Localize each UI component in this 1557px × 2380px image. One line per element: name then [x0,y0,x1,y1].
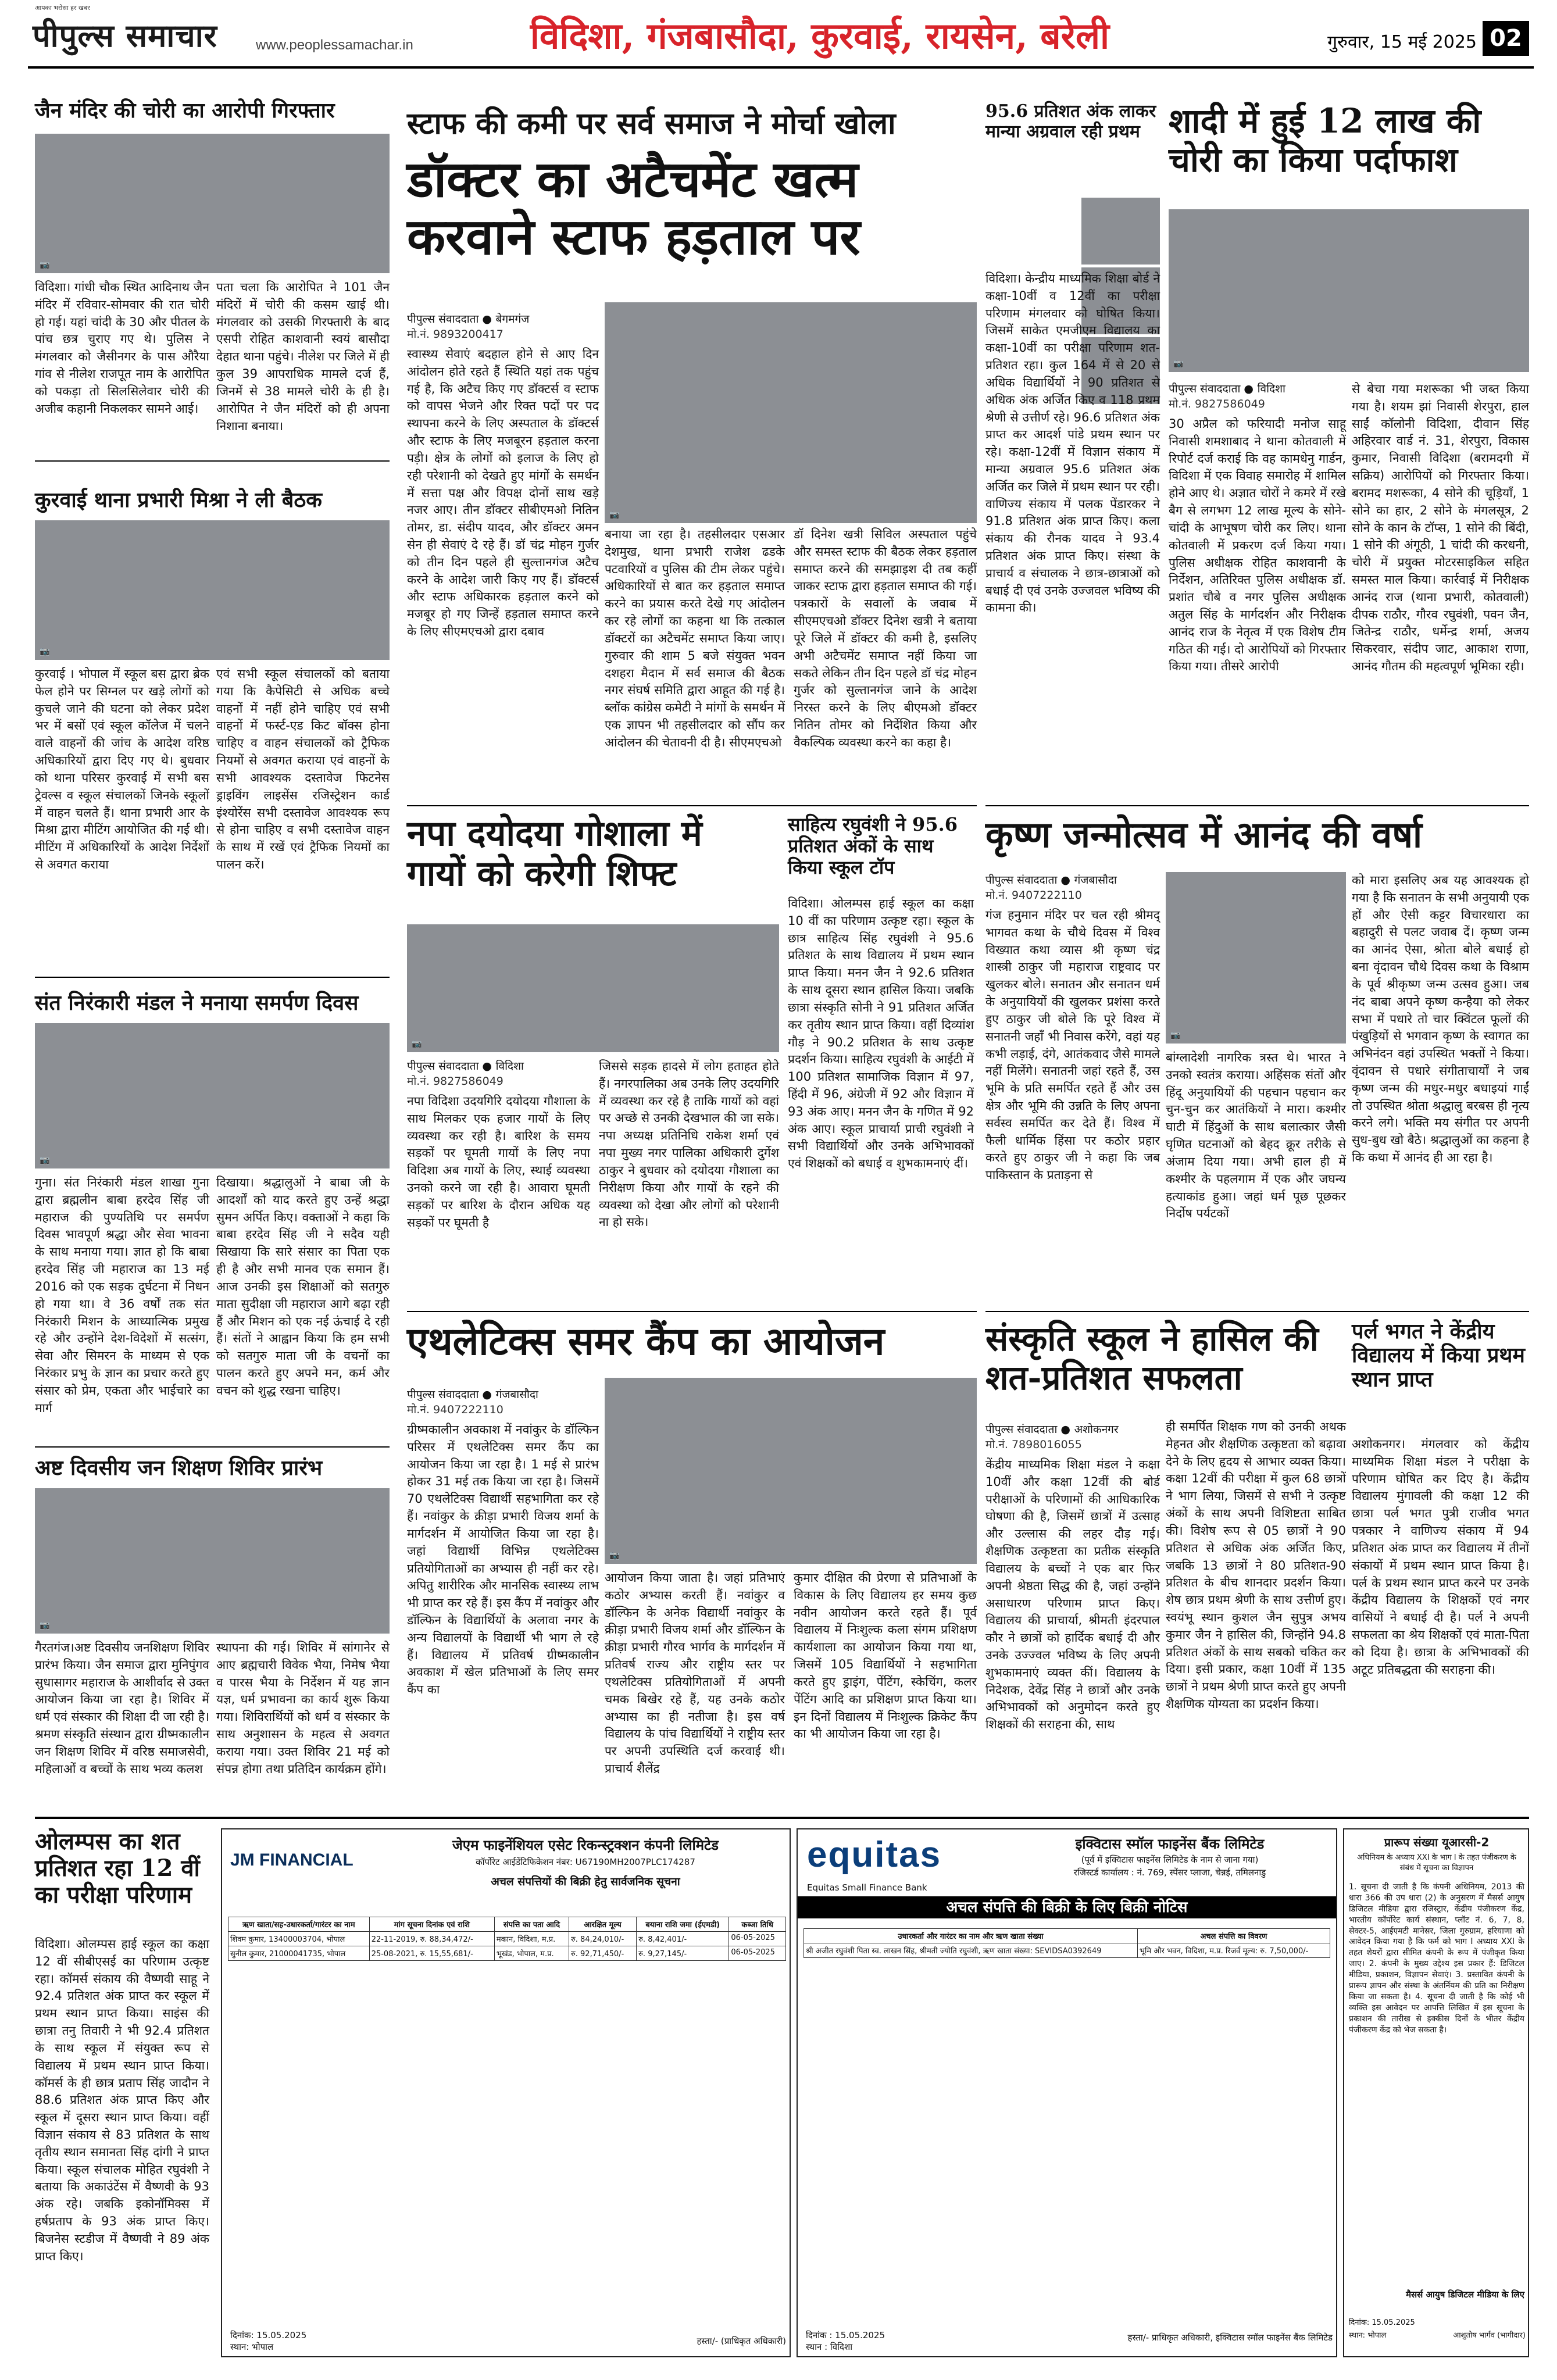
camera-icon: 📷 [40,260,50,270]
jm-table-cell: 06-05-2025 [729,1932,786,1946]
jm-cin: कॉर्पोरेट आईडेंटिफिकेशन नंबर: U67190MH2007PLC174287 [476,1857,695,1867]
urc2-partner: आशुतोष भार्गव (भागीदार) [1453,2331,1526,2340]
gaushala-byline: पीपुल्स संवाददाता ● विदिशा मो.नं. 9827586049 [407,1058,593,1088]
equitas-logo-subtitle: Equitas Small Finance Bank [807,1882,927,1893]
camera-icon: 📷 [412,1039,422,1049]
krishna-body-col3: को मारा इसलिए अब यह आवश्यक हो गया है कि सनातन के सभी अनुयायी एक हों और ऐसी कट्टर विचारधारा का बहादुरी से पलट जवाब दें। कृष्ण जन्म का आनंद ऐसा, श्रोता बोले बधाई हो बना वृंदावन चौथे दिवस कथा के विश्राम के पूर्व श्रीकृष्ण जन्म उत्सव हुआ। जब नंद बाबा अपने कृष्ण कन्हैया को लेकर सभा में पधारे तो चार क्विंटल फूलों की पंखुड़ियों से भगवान कृष्ण के स्वागत का अभिनंदन वहां उपस्थित भक्तों ने किया। वृंदावन से पधारे संगीताचार्यों ने जब कृष्ण जन्म की मधुर-मधुर बधाइयां गाईं तो उपस्थित श्रोता श्रद्धालु बरबस ही नृत्य करने लगे। भक्ति मय संगीत पर अपनी सुध-बुध खो बैठे। श्रद्धालुओं का कहना है कि कथा में आनंद ही आ रहा है। [1352,873,1530,1164]
urc2-body: 1. सूचना दी जाती है कि कंपनी अधिनियम, 2013 की धारा 366 की उप धारा (2) के अनुसरण में मैसर्स आयुष डिजिटल मीडिया द्वारा रजिस्ट्रार, केंद्रीय पंजीकरण केंद्र, भारतीय कॉर्पोरेट कार्य संस्थान, प्लॉट नं. 6, 7, 8, सेक्टर-5, आईएमटी मानेसर, जिला गुरुग्राम, हरियाणा को आवेदन किया गया है कि फर्म को भाग I अध्याय XXI के तहत शेयरों द्वारा सीमित कंपनी के रूप में पंजीकृत किया जाए। 2. कंपनी के मुख्य उद्देश्य इस प्रकार हैं: डिजिटल मीडिया, प्रकाशन, विज्ञापन सेवाएं। 3. प्रस्तावित कंपनी के प्रारूप ज्ञापन और संस्था के अंतर्नियम की प्रति का निरीक्षण किया जा सकता है। 4. सूचना दी जाती है कि कोई भी व्यक्ति इस आवेदन पर आपत्ति लिखित में इस सूचना के प्रकाशन की तारीख से इक्कीस दिनों के भीतर केंद्रीय पंजीकरण केंद्र को भेज सकता है। [1349,1882,1524,2035]
byline-mobile: मो.नं. 9827586049 [1169,398,1265,410]
jm-table-row [228,1946,786,1961]
divider [407,805,977,806]
gaushala-body-col1: नपा विदिशा उदयगिरि दयोदया गौशाला के साथ मिलकर एक हजार गायों के लिए व्यवस्था कर रही है। बारिश के समय सड़कों पर घूमती गायों के लिए नपा विदिशा अब गायों के लिए, स्थाई व्यवस्था उनको करने जा रही है। आवारा घूमती सड़कों पर बारिश के दौरान अधिक यह सड़कों पर घूमती है [407,1094,590,1230]
nirankari-headline: संत निरंकारी मंडल ने मनाया समर्पण दिवस [35,991,359,1015]
jm-auction-table [228,1917,786,1961]
jm-table-cell: रु. 84,24,010/- [569,1932,637,1946]
topper-photo-1 [1081,198,1160,265]
krishna-byline: पीपुल्स संवाददाता ● गंजबासौदा मो.नं. 9407222110 [985,872,1160,902]
divider [35,460,390,462]
divider [221,1817,1529,1819]
byline-place: गंजबासौदा [495,1388,538,1401]
theft-photo [1169,209,1529,372]
theft-body-col2: से बेचा गया मशरूका भी जब्त किया गया है। शयम झां निवासी शेरपुरा, हाल साईं कॉलोनी विदिशा, दीवान सिंह अहिरवार वार्ड नं. 31, शेरपुरा, विकास कुमार, निवासी विदिशा (बरामदगी में सक्रिय) आरोपियों को गिरफ्तार किया। बरामद मशरूका, 4 सोने की चूड़ियाँ, 1 सोने का हार, 2 सोने के मंगलसूत्र, 2 सोने के कान के टॉप्स, 1 सोने की बिंदी, 1 सोने की अंगूठी, 1 चांदी की करधनी, चोरी में प्रयुक्त मोटरसाइकिल सहित समस्त माल किया। कार्रवाई में निरीक्षक आनंद राज (थाना प्रभारी, कोतवाली) दीपक राठौर, गौरव रघुवंशी, पवन जैन, जितेन्द्र राठौर, धर्मेन्द्र शर्मा, अजय सिकरवार, संदीप जाट, आकाश राणा, आनंद गौतम की महत्वपूर्ण भूमिका रही। [1352,382,1529,673]
athletics-photo [605,1378,977,1564]
equitas-table-header-cell: उधारकर्ता और गारंटर का नाम और ऋण खाता संख्या [804,1929,1138,1943]
byline-reporter: पीपुल्स संवाददाता [407,1388,479,1401]
athletics-body-col2: आयोजन किया जाता है। जहां प्रतिभाएं कठोर अभ्यास करती हैं। नवांकुर व डॉल्फिन के अनेक विद्यार्थी नवांकुर के क्रीड़ा प्रभारी विजय शर्मा और डॉल्फिन के क्रीड़ा प्रभारी गौरव भार्गव के मार्गदर्शन में प्रतिवर्ष राज्य और राष्ट्रीय स्तर पर एथलेटिक्स प्रतियोगिताओं में अपनी चमक बिखेर रहे हैं, यह उनके कठोर अभ्यास का ही नतीजा है। इस वर्ष विद्यालय के पांच विद्यार्थियों ने राष्ट्रीय स्तर पर अपनी उपस्थिति दर्ज करवाई थी। प्राचार्य शैलेंद्र [605,1571,785,1775]
kurwai-headline: कुरवाई थाना प्रभारी मिश्रा ने ली बैठक [35,488,322,512]
theft-byline: पीपुल्स संवाददाता ● विदिशा मो.नं. 9827586049 [1169,381,1349,411]
equitas-address: रजिस्टर्ड कार्यालय : नं. 769, स्पेंसर प्लाजा, चेन्नई, तमिलनाडु [1073,1867,1266,1878]
theft-body-col1: 30 अप्रैल को फरियादी मनोज साहू निवासी शमशाबाद ने थाना कोतवाली में रिपोर्ट दर्ज कराई कि वह कामधेनु गार्डन, विदिशा में एक विवाह समारोह में शामिल होने आए थे। अज्ञात चोरों ने कमरे में रखे बैग से लगभग 12 लाख मूल्य के सोने-चांदी के आभूषण चोरी कर लिए। थाना कोतवाली में प्रकरण दर्ज किया गया। पुलिस अधीक्षक रोहित काशवानी के निर्देशन, अतिरिक्त पुलिस अधीक्षक डॉ. प्रशांत चौबे व नगर पुलिस अधीक्षक अतुल सिंह के मार्गदर्शन और निरीक्षक आनंद राज के नेतृत्व में एक विशेष टीम गठित की गई। दो आरोपियों को गिरफ्तार किया गया। तीसरे आरोपी [1169,417,1346,674]
jm-table-cell: भूखंड, भोपाल, म.प्र. [494,1946,569,1961]
equitas-table [804,1928,1330,1958]
equitas-signature: हस्ता/- प्राधिकृत अधिकारी, इक्विटास स्मॉल फाइनेंस बैंक लिमिटेड [1127,2332,1333,2343]
jm-signature: हस्ता/- (प्राधिकृत अधिकारी) [697,2336,786,2346]
olympus-body: विदिशा। ओलम्पस हाई स्कूल का कक्षा 12 वीं सीबीएसई का परिणाम उत्कृष्ट रहा। कॉमर्स संकाय की वैष्णवी साहू ने 92.4 प्रतिशत अंक प्राप्त कर स्कूल में प्रथम स्थान प्राप्त किया। साइंस की छात्रा तनु तिवारी ने भी 92.4 प्रतिशत के साथ स्कूल में संयुक्त रूप से विद्यालय में प्रथम स्थान प्राप्त किया। कॉमर्स के ही छात्र प्रताप सिंह जादौन ने 88.6 प्रतिशत अंक प्राप्त किए और स्कूल में दूसरा स्थान प्राप्त किया। वहीं विज्ञान संकाय से 83 प्रतिशत के साथ तृतीय स्थान समानता सिंह दांगी ने प्राप्त किया। स्कूल संचालक मोहित रघुवंशी ने बताया कि अकाउंटेंस में वैष्णवी के 93 अंक रहे। जबकि इकोनॉमिक्स में हर्षप्रताप के 93 अंक प्राप्त किए। बिजनेस स्टडीज में वैष्णवी ने 89 अंक प्राप्त किए। [35,1937,209,2263]
jm-table-cell: रु. 9,27,145/- [637,1946,729,1961]
camera-icon: 📷 [1173,359,1184,369]
nirankari-photo [35,1023,390,1168]
jm-table-cell: 25-08-2021, रु. 15,55,681/- [369,1946,494,1961]
krishna-photo [1166,872,1346,1044]
jm-date: दिनांक: 15.05.2025 [230,2330,307,2340]
nirankari-body-col1: गुना। संत निरंकारी मंडल शाखा गुना द्वारा ब्रह्मलीन बाबा हरदेव सिंह जी महाराज की पुण्यतिथि पर समर्पण दिवस भावपूर्ण श्रद्धा और सेवा भावना के साथ मनाया गया। ज्ञात हो कि बाबा हरदेव सिंह जी महाराज का 13 मई 2016 को एक सड़क दुर्घटना में निधन हो गया था। वे 36 वर्षों तक संत निरंकारी मिशन के आध्यात्मिक प्रमुख रहे और उन्होंने देश-विदेशों में सत्संग, सेवा और सिमरन के माध्यम से एक निरंकार प्रभु के ज्ञान का प्रचार करते हुए संसार को प्रेम, एकता और भाईचारे का मार्ग [35,1175,209,1415]
jain-headline: जैन मंदिर की चोरी का आरोपी गिरफ्तार [35,98,335,123]
sahitya-headline: साहित्य रघुवंशी ने 95.6 प्रतिशत अंकों के साथ किया स्कूल टॉप [788,813,958,878]
doctor-kicker: स्टाफ की कमी पर सर्व समाज ने मोर्चा खोला [407,106,896,141]
urc2-title: प्रारूप संख्या यूआरसी-2 [1384,1835,1490,1849]
byline-reporter: पीपुल्स संवाददाता [407,1060,479,1073]
equitas-place: स्थान : विदिशा [806,2342,853,2352]
jm-financial-ad [221,1828,791,2357]
athletics-body-col3: कुमार दीक्षित की प्रेरणा से प्रतिभाओं के विकास के लिए विद्यालय हर समय कुछ नवीन आयोजन करते रहते हैं। पूर्व विद्यालय में निःशुल्क कला संगम प्रशिक्षण कार्यशाला का आयोजन किया गया था, जिसमें 105 विद्यार्थियों ने सहभागिता करते हुए ड्राइंग, पेंटिंग, स्केचिंग, कलर पेंटिंग आदि का प्रशिक्षण प्राप्त किया था। इन दिनों विद्यालय में निःशुल्क क्रिकेट कैंप का भी आयोजन किया जा रहा है। [794,1571,977,1741]
jm-table-header-cell: मांग सूचना दिनांक एवं राशि [369,1917,494,1932]
byline-mobile: मो.नं. 7898016055 [985,1438,1082,1451]
jm-table-header-cell: बयाना राशि जमा (ईएमडी) [637,1917,729,1932]
divider [407,1311,977,1312]
jm-table-cell: सुनील कुमार, 21000041735, भोपाल [228,1946,370,1961]
topper-headline: 95.6 प्रतिशत अंक लाकर मान्या अग्रवाल रही प्रथम [985,101,1156,142]
doctor-byline: पीपुल्स संवाददाता ● बेगमगंज मो.नं. 9893200417 [407,311,599,341]
athletics-headline: एथलेटिक्स समर कैंप का आयोजन [407,1318,885,1364]
masthead-website[interactable]: www.peoplessamachar.in [256,37,413,53]
masthead [0,0,1557,65]
jm-financial-logo: JM FINANCIAL [230,1850,353,1870]
camera-icon: 📷 [40,647,50,656]
masthead-date: गुरुवार, 15 मई 2025 [1327,32,1477,52]
equitas-table-cell: श्री अजीत रघुवंशी पिता स्व. लाखन सिंह, श्रीमती ज्योति रघुवंशी, ऋण खाता संख्या: SEVIDSA0392649 [804,1943,1138,1958]
divider [35,1446,390,1448]
nirankari-body-col2: दिखाया। श्रद्धालुओं ने बाबा जी के आदर्शों को याद करते हुए उन्हें श्रद्धा सुमन अर्पित किए। वक्ताओं ने कहा कि बाबा हरदेव सिंह जी ने सदैव यही सिखाया कि सारे संसार का पिता एक ही है और सभी मानव एक समान हैं। आज उनकी इस शिक्षाओं को सतगुरु माता सुदीक्षा जी महाराज आगे बढ़ा रही हैं और मिशन को एक नई ऊंचाई दे रही हैं। संतों ने आह्वान किया कि हम सभी को सतगुरु माता जी के वचनों का पालन करते हुए अपने मन, कर्म और वचन को शुद्ध रखना चाहिए। [216,1175,390,1398]
gaushala-headline: नपा दयोदया गोशाला में गायों को करेगी शिफ्ट [407,813,702,894]
equitas-ad [797,1828,1337,2357]
equitas-table-cell: भूमि और भवन, विदिशा, म.प्र. रिजर्व मूल्य: रु. 7,50,000/- [1137,1943,1330,1958]
shikshan-photo [35,1488,390,1634]
camera-icon: 📷 [40,1156,50,1165]
shikshan-body-col1: गैरतगंज।अष्ट दिवसीय जनशिक्षण शिविर प्रारंभ किया। जैन समाज द्वारा मुनिपुंगव सुधासागर महाराज के आशीर्वाद से उक्त आयोजन किया जा रहा है। शिविर में धर्म एवं संस्कार की शिक्षा दी जा रही है। श्रमण संस्कृति संस्थान द्वारा ग्रीष्मकालीन जन शिक्षण शिविर में वरिष्ठ समाजसेवी, महिलाओं व बच्चों के साथ भव्य कलश [35,1641,209,1776]
page-number: 02 [1483,21,1529,56]
theft-headline: शादी में हुई 12 लाख की चोरी का किया पर्दाफाश [1169,101,1481,180]
doctor-body-col1: स्वास्थ्य सेवाएं बदहाल होने से आए दिन आंदोलन होते रहते हैं स्थिति यहां तक पहुंच गई है, कि अटैच किए गए डॉक्टर्स व स्टाफ को वापस भेजने और रिक्त पदों पर पद स्थापना करने के लिए अस्पताल के डॉक्टर्स और स्टाफ के लिए मजबूरन हड़ताल करना पड़ी। क्षेत्र के लोगों को इलाज के लिए हो रही परेशानी को देखते हुए मांगों के समर्थन में सत्ता पक्ष और विपक्ष दोनों साथ खड़े नजर आए। तीन डॉक्टर सीबीएमओ नितिन तोमर, डा. संदीप यादव, और डॉक्टर अमन सेन ही सेवाएं दे रहे हैं। डॉ चंद्र मोहन गुर्जर को तीन दिन पहले ही सुल्तानगंज अटैच करने के आदेश जारी किए गए हैं। डॉक्टर्स और स्टाफ अधिकारक हड़ताल करने को मजबूर हो गए जिन्हें हड़ताल समाप्त करने के लिए सीएमएचओ द्वारा दबाव [407,347,599,638]
sanskriti-byline: पीपुल्स संवाददाता ● अशोकनगर मो.नं. 7898016055 [985,1421,1160,1452]
byline-place: विदिशा [495,1060,524,1073]
byline-place: बेगमगंज [495,313,530,326]
camera-icon: 📷 [609,1551,620,1560]
athletics-byline: पीपुल्स संवाददाता ● गंजबासौदा मो.नं. 9407222110 [407,1386,599,1417]
sanskriti-body-col2: ही समर्पित शिक्षक गण को उनकी अथक मेहनत और शैक्षणिक उत्कृष्टता को बढ़ावा देने के लिए हृदय से आभार व्यक्त किया। कक्षा 12वीं की परीक्षा में कुल 68 छात्रों ने भाग लिया, जिसमें से सभी ने उत्कृष्ट अंकों के साथ अपनी विशिष्टता साबित की। विशेष रूप से 05 छात्रों ने 90 प्रतिशत से अधिक अंक अर्जित किए, जबकि 13 छात्रों ने 80 प्रतिशत-90 प्रतिशत के बीच शानदार प्रदर्शन किया। शेष छात्र प्रथम श्रेणी के साथ उत्तीर्ण हुए। स्वयंभू स्थान कुशल जैन सुपुत्र अभय कुमार जैन ने हासिल की, जिन्होंने 94.8 प्रतिशत अंकों के साथ सबको चकित कर दिया। इसी प्रकार, कक्षा 10वीं में 135 छात्रों ने प्रथम श्रेणी प्राप्त करते हुए अपनी शैक्षणिक योग्यता का प्रदर्शन किया। [1166,1420,1346,1711]
gaushala-body-col2: जिससे सड़क हादसे में लोग हताहत होते हैं। नगरपालिका अब उनके लिए उदयगिरि में व्यवस्था कर रहे है ताकि गायों को वहां पर अच्छे से उनकी देखभाल की जा सके। नपा अध्यक्ष प्रतिनिधि राकेश शर्मा एवं नपा मुख्य नगर पालिका अधिकारी दुर्गेश ठाकुर ने बुधवार को दयोदया गौशाला का निरीक्षण किया और गायों के रहने की व्यवस्था को देखा और लोगों को परेशानी ना हो सके। [599,1059,779,1230]
jm-table-header-cell: ऋण खाता/सह-उधारकर्ता/गारंटर का नाम [228,1917,370,1932]
equitas-table-header-cell: अचल संपत्ति का विवरण [1137,1929,1330,1943]
olympus-headline: ओलम्पस का शत प्रतिशत रहा 12 वीं का परीक्षा परिणाम [35,1828,200,1909]
doctor-photo [605,302,977,523]
jain-body-col2: पता चला कि आरोपित ने 101 जैन मंदिरों में चोरी की कसम खाई थी। मंगलवार को उसकी गिरफ्तारी के बाद एसपी रोहित काशवानी स्वयं बासौदा देहात थाना पहुंचे। नीलेश पर जिले में ही कुल 39 आपराधिक मामले दर्ज हैं, जिनमें से 38 मामले चोरी के ही है। आरोपित ने जैन मंदिरों को ही अपना निशाना बनाया। [216,280,390,433]
sahitya-body: विदिशा। ओलम्पस हाई स्कूल का कक्षा 10 वीं का परिणाम उत्कृष्ट रहा। स्कूल के छात्र साहित्य सिंह रघुवंशी ने 95.6 प्रतिशत के साथ विद्यालय में प्रथम स्थान प्राप्त किया। मनन जैन ने 92.6 प्रतिशत के साथ दूसरा स्थान हासिल किया। जबकि छात्रा संस्कृति सोनी ने 91 प्रतिशत अर्जित कर तृतीय स्थान प्राप्त किया। वहीं दिव्यांश गौड़ ने 90.2 प्रतिशत के साथ उत्कृष्ट प्रदर्शन किया। साहित्य रघुवंशी के आईटी में 100 प्रतिशत सामाजिक विज्ञान में 97, हिंदी में 96, अंग्रेजी में 92 और विज्ञान में 93 अंक आए। मनन जैन के गणित में 92 अंक आए। स्कूल प्राचार्या प्राची रघुवंशी ने सभी विद्यार्थियों और उनके अभिभावकों एवं शिक्षकों को बधाई व शुभकामनाएं दीं। [788,896,974,1171]
byline-place: गंजबासौदा [1074,874,1117,887]
jain-body-col1: विदिशा। गांधी चौक स्थित आदिनाथ जैन मंदिर में रविवार-सोमवार की रात चोरी हो गई। यहां चांदी के 30 और पीतल के पांच छत्र चुराए गए थे। पुलिस ने मंगलवार को जैसीनगर के पास औरैया गांव से नीलेश राजपूत नाम के आरोपित को पकड़ा तो सिलसिलेवार चोरी की अजीब कहानी निकलकर सामने आई। [35,280,209,416]
equitas-date: दिनांक : 15.05.2025 [806,2330,885,2340]
jm-table-row [228,1932,786,1946]
byline-reporter: पीपुल्स संवाददाता [985,874,1058,887]
jm-place: स्थान: भोपाल [230,2342,274,2352]
jm-table-header-cell: आरक्षित मूल्य [569,1917,637,1932]
pearl-body: अशोकनगर। मंगलवार को केंद्रीय माध्यमिक शिक्षा मंडल ने परीक्षा के परिणाम घोषित कर दिए है। केंद्रीय विद्यालय मुंगावली की कक्षा 12 की छात्रा पर्ल भगत पुत्री राजीव भगत पत्रकार ने वाणिज्य संकाय में 94 प्रतिशत अंक प्राप्त कर विद्यालय में तीनों संकायों में प्रथम स्थान प्राप्त किया है। पर्ल के प्रथम स्थान प्राप्त करने पर उनके केंद्रीय विद्यालय के शिक्षकों एवं नगर वासियों ने बधाई दी है। पर्ल ने अपनी सफलता का श्रेय शिक्षकों एवं माता-पिता को दिया है। छात्रा के अभिभावकों की अटूट प्रतिबद्धता की सराहना की। [1352,1437,1529,1677]
doctor-body-col3: डॉ दिनेश खत्री सिविल अस्पताल पहुंचे और समस्त स्टाफ की बैठक लेकर हड़ताल समाप्त करने की समझाइश दी तब कहीं जाकर स्टाफ द्वारा हड़ताल समाप्त की गई। पत्रकारों के सवालों के जवाब में सीएमएचओ डॉक्टर दिनेश खत्री ने बताया पूरे जिले में डॉक्टर की कमी है, इसलिए अभी अटैचमेंट समाप्त नहीं किया जा सकते लेकिन तीन दिन पहले डॉ चंद्र मोहन गुर्जर को सुल्तानगंज जाने के आदेश निरस्त करने के लिए बीएमओ डॉक्टर नितिन तोमर को निर्देशित किया और वैकल्पिक व्यवस्था करने का कहा है। [794,527,977,749]
jm-table-cell: 22-11-2019, रु. 88,34,472/- [369,1932,494,1946]
jm-table-cell: शिवम कुमार, 13400003704, भोपाल [228,1932,370,1946]
kurwai-body-col2: एवं सभी स्कूल संचालकों को बताया गया कि कैपेसिटी से अधिक बच्चे वाहनों में नहीं होने चाहिए एवं सभी वाहनों में फर्स्ट-एड किट बॉक्स होना चाहिए व वाहन संचालकों को ट्रैफिक नियमों से अवगत कराया एवं वाहनों के सभी आवश्यक दस्तावेज फिटनेस ड्राइविंग लाइसेंस रजिस्ट्रेशन कार्ड इंश्योरेंस सभी दस्तावेज आवश्यक रूप से होना चाहिए व सभी दस्तावेज वाहन के साथ में रखें एवं ट्रैफिक नियमों का पालन करें। [216,667,390,871]
urc2-date: दिनांक: 15.05.2025 [1349,2318,1415,2327]
krishna-headline: कृष्ण जन्मोत्सव में आनंद की वर्षा [985,813,1423,856]
masthead-cities: विदिशा, गंजबासौदा, कुरवाई, रायसेन, बरेली [530,15,1110,57]
jm-table-cell: 06-05-2025 [729,1946,786,1961]
pearl-headline: पर्ल भगत ने केंद्रीय विद्यालय में किया प्रथम स्थान प्राप्त [1352,1319,1525,1392]
jm-table [228,1917,786,1961]
byline-mobile: मो.नं. 9407222110 [985,889,1082,902]
byline-mobile: मो.नं. 9407222110 [407,1403,503,1416]
byline-mobile: मो.नं. 9893200417 [407,328,503,341]
doctor-body-col2: बनाया जा रहा है। तहसीलदार एसआर देशमुख, थाना प्रभारी राजेश ढडके पटवारियों व पुलिस की टीम लेकर पहुंचे। अधिकारियों से बात कर हड़ताल समाप्त करने का प्रयास करते देखे गए आंदोलन कर रहे लोगों का कहना था कि तत्काल डॉक्टरों का अटैचमेंट समाप्त किया जाए। गुरुवार की शाम 5 बजे संयुक्त भवन दशहरा मैदान में सर्व समाज की बैठक नगर संघर्ष समिति द्वारा आहूत की गई है। ब्लॉक कांग्रेस कमेटी ने मांगों के समर्थन में एक ज्ञापन भी तहसीलदार को सौंप कर आंदोलन की चेतावनी दी है। सीएमएचओ [605,527,785,749]
equitas-company: इक्विटास स्मॉल फाइनेंस बैंक लिमिटेड [1075,1836,1265,1852]
divider [985,805,1529,806]
kurwai-photo [35,520,390,660]
athletics-body-col1: ग्रीष्मकालीन अवकाश में नवांकुर के डॉल्फिन परिसर में एथलेटिक्स समर कैंप का आयोजन किया जा रहा है। 1 मई से प्रारंभ होकर 31 मई तक किया जा रहा है। जिसमें 70 एथलेटिक्स विद्यार्थी सहभागिता कर रहे हैं। नवांकुर के क्रीड़ा प्रभारी विजय शर्मा के मार्गदर्शन में आयोजित किया जा रहा है। जहां विद्यार्थी विभिन्न एथलेटिक्स प्रतियोगिताओं का अभ्यास ही नहीं कर रहे। अपितु शारीरिक और मानसिक स्वास्थ्य लाभ भी प्राप्त कर रहे हैं। इस कैंप में नवांकुर और डॉल्फिन के विद्यार्थियों के अलावा नगर के अन्य विद्यालयों के विद्यार्थी भी भाग ले रहे हैं। विद्यालय में प्रतिवर्ष ग्रीष्मकालीन अवकाश में खेल प्रतिभाओं के लिए समर कैंप का [407,1423,599,1697]
equitas-notice-title: अचल संपत्ति की बिक्री के लिए बिक्री नोटिस [798,1896,1336,1918]
equitas-table-row [804,1943,1330,1958]
jm-table-header-cell: कब्जा तिथि [729,1917,786,1932]
byline-reporter: पीपुल्स संवाददाता [407,313,479,326]
sanskriti-headline: संस्कृति स्कूल ने हासिल की शत-प्रतिशत सफलता [985,1319,1319,1398]
kurwai-body-col1: कुरवाई । भोपाल में स्कूल बस द्वारा ब्रेक फेल होने पर सिग्नल पर खड़े लोगों को कुचले जाने की घटना को लेकर प्रदेश भर में बसों एवं स्कूल कॉलेज में चलने वाले वाहनों की जांच के आदेश वरिष्ठ अधिकारियों द्वारा दिए गए थे। बुधवार को थाना परिसर कुरवाई में सभी बस ट्रेवल्स व स्कूल संचालकों जिनके स्कूलों में वाहन चलते हैं। थाना प्रभारी आर के मिश्रा द्वारा मीटिंग आयोजित की गई थी। मीटिंग में अधिकारियों के आदेश निर्देशों से अवगत कराया [35,667,209,871]
shikshan-body-col2: स्थापना की गई। शिविर में सांगानेर से आए ब्रह्मचारी विवेक भैया, निमेष भैया व पारस भैया के निर्देशन में यह ज्ञान यज्ञ, धर्म प्रभावना का कार्य शुरू किया गया। शिविरार्थियों को धर्म व संस्कार के साथ अनुशासन के महत्व से अवगत कराया गया। उक्त शिविर 21 मई को संपन्न होगा तथा प्रतिदिन कार्यक्रम होंगे। [216,1641,390,1776]
urc2-place: स्थान: भोपाल [1349,2331,1387,2340]
equitas-company-sub: (पूर्व में इक्विटास फाइनेंस लिमिटेड के नाम से जाना गया) [1081,1854,1259,1865]
byline-mobile: मो.नं. 9827586049 [407,1075,503,1088]
jm-table-cell: रु. 92,71,450/- [569,1946,637,1961]
byline-place: विदिशा [1257,383,1285,395]
shikshan-headline: अष्ट दिवसीय जन शिक्षण शिविर प्रारंभ [35,1456,323,1480]
byline-reporter: पीपुल्स संवाददाता [1169,383,1241,395]
jm-notice-title: अचल संपत्तियों की बिक्री हेतु सार्वजनिक सूचना [491,1875,680,1888]
krishna-body-col2: बांग्लादेशी नागरिक त्रस्त थे। भारत ने उनको स्वतंत्र कराया। अहिंसक संतों और हिंदू अनुयायियों की पहचान पहचान कर चुन-चुन कर आतंकियों ने मारा। कश्मीर घाटी में हिंदुओं के साथ बलात्कार जैसी घृणित घटनाओं को बेहद क्रूर तरीके से अंजाम दिया गया। अभी हाल ही में कश्मीर के पहलगाम में एक और जघन्य हत्याकांड हुआ। जहां धर्म पूछ पूछकर निर्दोष पर्यटकों [1166,1050,1346,1221]
urc2-notice [1343,1828,1529,2357]
camera-icon: 📷 [1170,1031,1181,1040]
masthead-rule [28,66,1534,69]
topper-body: विदिशा। केन्द्रीय माध्यमिक शिक्षा बोर्ड ने कक्षा-10वीं व 12वीं का परीक्षा परिणाम मंगलवार को घोषित किया। जिसमें साकेत एमजीएम विद्यालय का कक्षा-10वीं का परीक्षा परिणाम शत-प्रतिशत रहा। कुल 164 में से 20 से अधिक विद्यार्थियों ने 90 प्रतिशत से अधिक अंक अर्जित किए व 118 प्रथम श्रेणी से उत्तीर्ण रहे। 96.6 प्रतिशत अंक प्राप्त कर आदर्श पांडे प्रथम स्थान पर रहे। कक्षा-12वीं में विज्ञान संकाय में मान्या अग्रवाल 95.6 प्रतिशत अंक अर्जित कर जिले में प्रथम स्थान पर रही। वाणिज्य संकाय में पलक पेंडारकर ने 91.8 प्रतिशत अंक प्राप्त किए। कला संकाय की रौनक यादव ने 93.4 प्रतिशत अंक प्राप्त किए। संस्था के प्राचार्य व संचालक ने छात्र-छात्राओं को बधाई दी एवं उनके उज्जवल भविष्य की कामना की। [985,271,1160,615]
gaushala-photo [407,924,779,1052]
divider [985,1311,1529,1312]
jm-table-header-cell: संपत्ति का पता आदि [494,1917,569,1932]
jm-table-cell: रु. 8,42,401/- [637,1932,729,1946]
jm-company-name: जेएम फाइनेंशियल एसेट रिकन्स्ट्रक्शन कंपनी लिमिटेड [452,1837,719,1853]
equitas-property-table [804,1928,1330,1958]
equitas-logo: equitas [807,1835,942,1875]
krishna-body-col1: गंज हनुमान मंदिर पर चल रही श्रीमद् भागवत कथा के चौथे दिवस में विश्व विख्यात कथा व्यास श्री कृष्ण चंद्र शास्त्री ठाकुर जी महाराज राष्ट्रवाद पर खुलकर बोले। सनातन और सनातन धर्म के अनुयायियों की खुलकर प्रशंसा करते हुए ठाकुर जी बोले कि पूरे विश्व में सनातनी जहाँ भी निवास करेंगे, वहां यह कभी लड़ाई, दंगे, आतंकवाद जैसे मामले नहीं मिलेंगे। सनातनी जहां रहते हैं, उस भूमि के प्रति समर्पित रहते हैं और उस क्षेत्र और भूमि की उन्नति के लिए अपना सर्वस्व समर्पित कर देते हैं। विश्व में फैली धार्मिक हिंसा पर कठोर प्रहार करते हुए ठाकुर जी ने कहा कि जब पाकिस्तान के प्रताड़ना से [985,908,1160,1182]
divider [35,977,390,978]
camera-icon: 📷 [609,510,620,520]
jm-table-cell: मकान, विदिशा, म.प्र. [494,1932,569,1946]
doctor-headline: डॉक्टर का अटैचमेंट खत्म करवाने स्टाफ हड़ताल पर [407,150,860,266]
byline-place: अशोकनगर [1074,1423,1119,1436]
urc2-subtitle: अधिनियम के अध्याय XXI के भाग I के तहत पंजीकरण के संबंध में सूचना का विज्ञापन [1357,1853,1516,1872]
camera-icon: 📷 [40,1621,50,1630]
jain-photo [35,134,390,273]
urc2-firm: मैसर्स आयुष डिजिटल मीडिया के लिए [1406,2289,1524,2300]
masthead-tagline: आपका भरोसा हर खबर [35,4,90,12]
byline-reporter: पीपुल्स संवाददाता [985,1423,1058,1436]
masthead-logo: पीपुल्स समाचार [33,17,217,54]
sanskriti-body-col1: केंद्रीय माध्यमिक शिक्षा मंडल ने कक्षा 10वीं और कक्षा 12वीं की बोर्ड परीक्षाओं के परिणामों की आधिकारिक घोषणा की है, जिसमें छात्रों में उत्साह और उल्लास की लहर दौड़ गई। शैक्षणिक उत्कृष्टता का प्रतीक संस्कृति विद्यालय के बच्चों ने एक बार फिर अपनी श्रेष्ठता सिद्ध की है, जहां उन्होंने असाधारण परिणाम प्राप्त किए। विद्यालय की प्राचार्या, श्रीमती इंदरपाल कौर ने छात्रों को हार्दिक बधाई दी और उनके उज्ज्वल भविष्य के लिए अपनी शुभकामनाएं व्यक्त कीं। विद्यालय के निदेशक, देवेंद्र सिंह ने छात्रों और उनके अभिभावकों को अनुमोदन करते हुए शिक्षकों की सराहना की, साथ [985,1457,1160,1732]
